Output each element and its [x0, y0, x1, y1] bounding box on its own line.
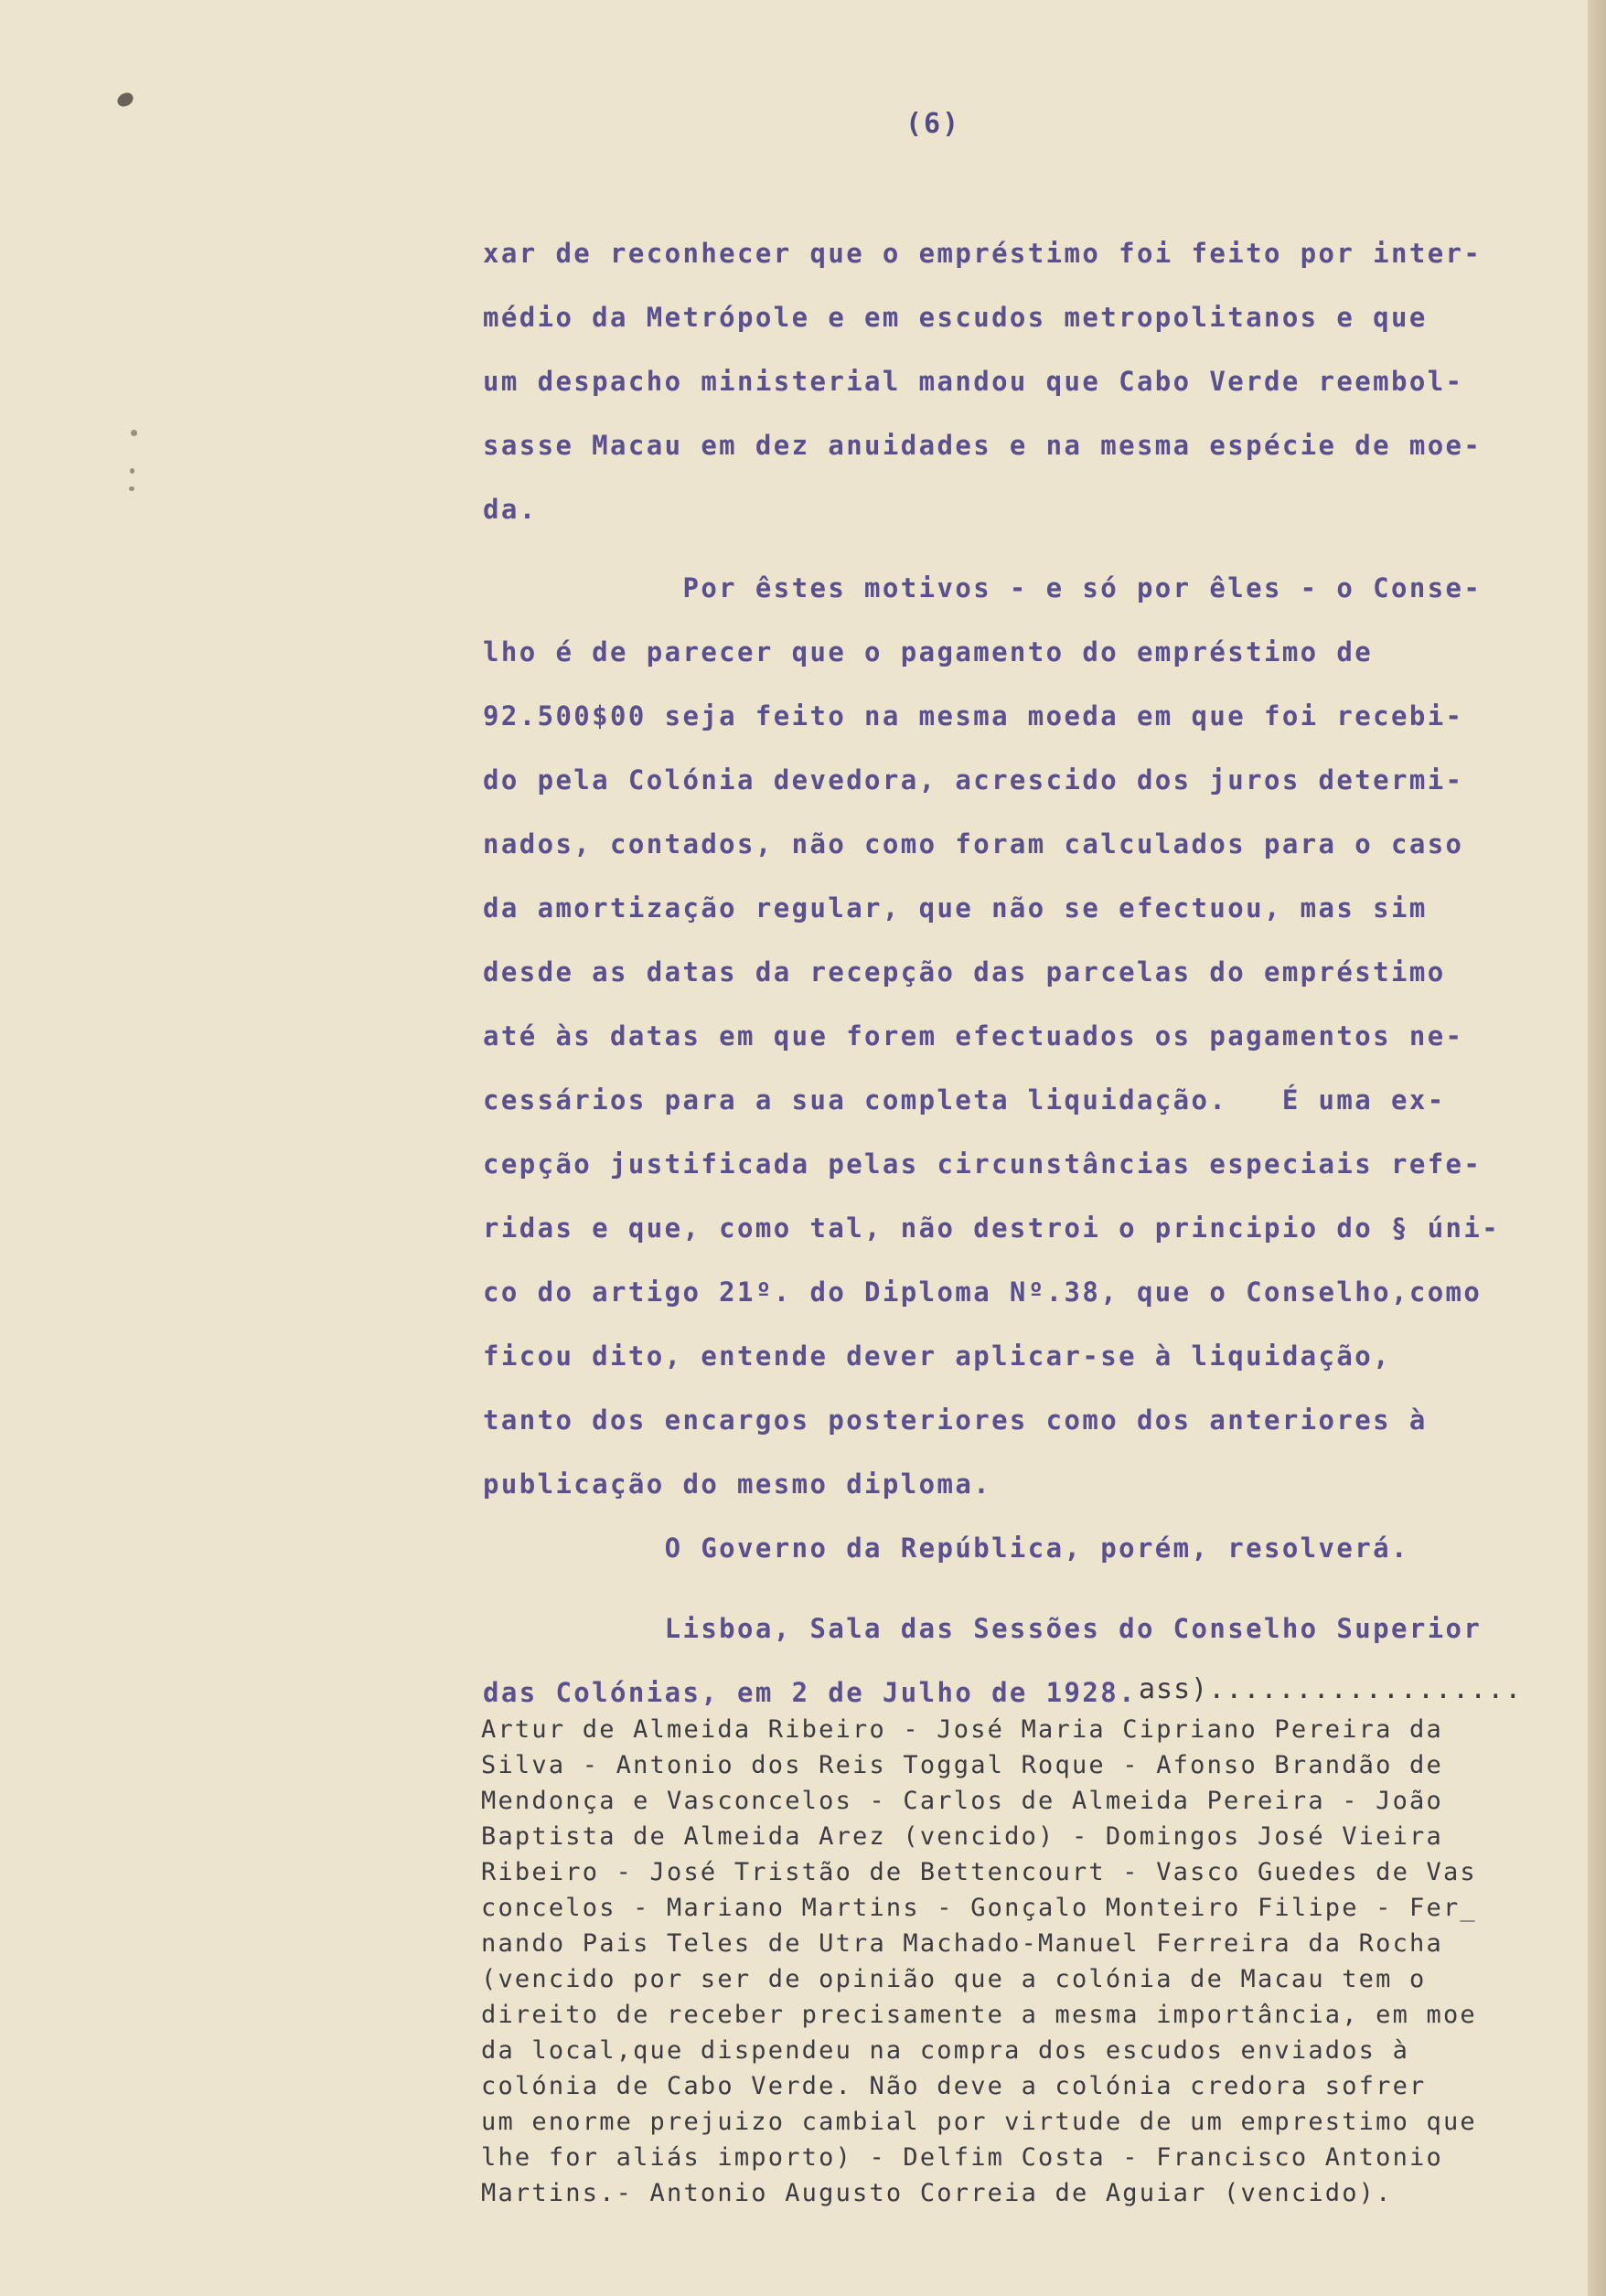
paragraph-government-resolution: [483, 1516, 1507, 1580]
signature-block: [481, 1712, 1579, 2211]
paper-speck: [129, 486, 134, 491]
text-line: nados, contados, não como foram calculados para o caso: [483, 828, 1464, 860]
text-line: publicação do mesmo diploma.: [483, 1468, 992, 1500]
paragraph-council-opinion: [483, 556, 1507, 1516]
text-line: cessários para a sua completa liquidação. É uma ex-: [483, 1084, 1446, 1116]
text-line: sasse Macau em dez anuidades e na mesma espécie de moe-: [483, 430, 1483, 461]
text-line: um despacho ministerial mandou que Cabo Verde reembol-: [483, 366, 1464, 397]
text-line: Por êstes motivos - e só por êles - o Conse-: [483, 572, 1483, 603]
signature-line: um enorme prejuizo cambial por virtude de um emprestimo que: [481, 2108, 1477, 2136]
signature-line: Martins.- Antonio Augusto Correia de Aguiar (vencido).: [481, 2179, 1393, 2207]
signature-line: Ribeiro - José Tristão de Bettencourt - Vasco Guedes de Vas: [481, 1858, 1477, 1886]
text-line: co do artigo 21º. do Diploma Nº.38, que o Conselho,como: [483, 1276, 1483, 1308]
page-number: (6): [905, 108, 961, 140]
signature-line: Mendonça e Vasconcelos - Carlos de Almeida Pereira - João: [481, 1787, 1443, 1815]
text-line: cepção justificada pelas circunstâncias especiais refe-: [483, 1148, 1483, 1180]
signature-line: direito de receber precisamente a mesma importância, em moe: [481, 2001, 1477, 2029]
text-line: 92.500$00 seja feito na mesma moeda em que foi recebi-: [483, 700, 1464, 732]
signature-lead: ass)..................: [1139, 1673, 1523, 1705]
signature-line: colónia de Cabo Verde. Não deve a colónia credora sofrer: [481, 2072, 1427, 2100]
text-line: médio da Metrópole e em escudos metropolitanos e que: [483, 302, 1428, 333]
signature-line: (vencido por ser de opinião que a colónia de Macau tem o: [481, 1965, 1427, 1993]
text-line: do pela Colónia devedora, acrescido dos juros determi-: [483, 764, 1464, 796]
signature-line: Silva - Antonio dos Reis Toggal Roque - Afonso Brandão de: [481, 1751, 1443, 1779]
paper-speck: [131, 430, 137, 436]
signature-line: concelos - Mariano Martins - Gonçalo Monteiro Filipe - Fer_: [481, 1894, 1477, 1922]
text-line: desde as datas da recepção das parcelas do empréstimo: [483, 956, 1446, 988]
text-line: tanto dos encargos posteriores como dos anteriores à: [483, 1404, 1428, 1436]
signature-line: nando Pais Teles de Utra Machado-Manuel Ferreira da Rocha: [481, 1929, 1443, 1958]
text-line: da amortização regular, que não se efectuou, mas sim: [483, 892, 1428, 924]
paper-speck: [115, 90, 136, 109]
text-line: das Colónias, em 2 de Julho de 1928.: [483, 1677, 1137, 1708]
text-line: Lisboa, Sala das Sessões do Conselho Superior: [483, 1613, 1483, 1644]
text-line: xar de reconhecer que o empréstimo foi feito por inter-: [483, 238, 1483, 269]
text-line: ficou dito, entende dever aplicar-se à liquidação,: [483, 1340, 1391, 1372]
signature-line: da local,que dispendeu na compra dos escudos enviados à: [481, 2036, 1410, 2065]
text-line: lho é de parecer que o pagamento do empréstimo de: [483, 636, 1374, 667]
text-line: da.: [483, 494, 538, 525]
paper-edge-shadow: [1588, 0, 1606, 2296]
text-line: ridas e que, como tal, não destroi o principio do § úni-: [483, 1212, 1501, 1244]
paper-speck: [130, 468, 134, 474]
paragraph-place-date: [483, 1597, 1507, 1725]
text-line: até às datas em que forem efectuados os pagamentos ne-: [483, 1020, 1464, 1052]
signature-line: lhe for aliás importo) - Delfim Costa - Francisco Antonio: [481, 2143, 1443, 2172]
text-line: O Governo da República, porém, resolverá.: [483, 1532, 1409, 1564]
paragraph-continuation: [483, 221, 1507, 541]
signature-line: Artur de Almeida Ribeiro - José Maria Cipriano Pereira da: [481, 1715, 1443, 1744]
signature-line: Baptista de Almeida Arez (vencido) - Domingos José Vieira: [481, 1822, 1443, 1851]
